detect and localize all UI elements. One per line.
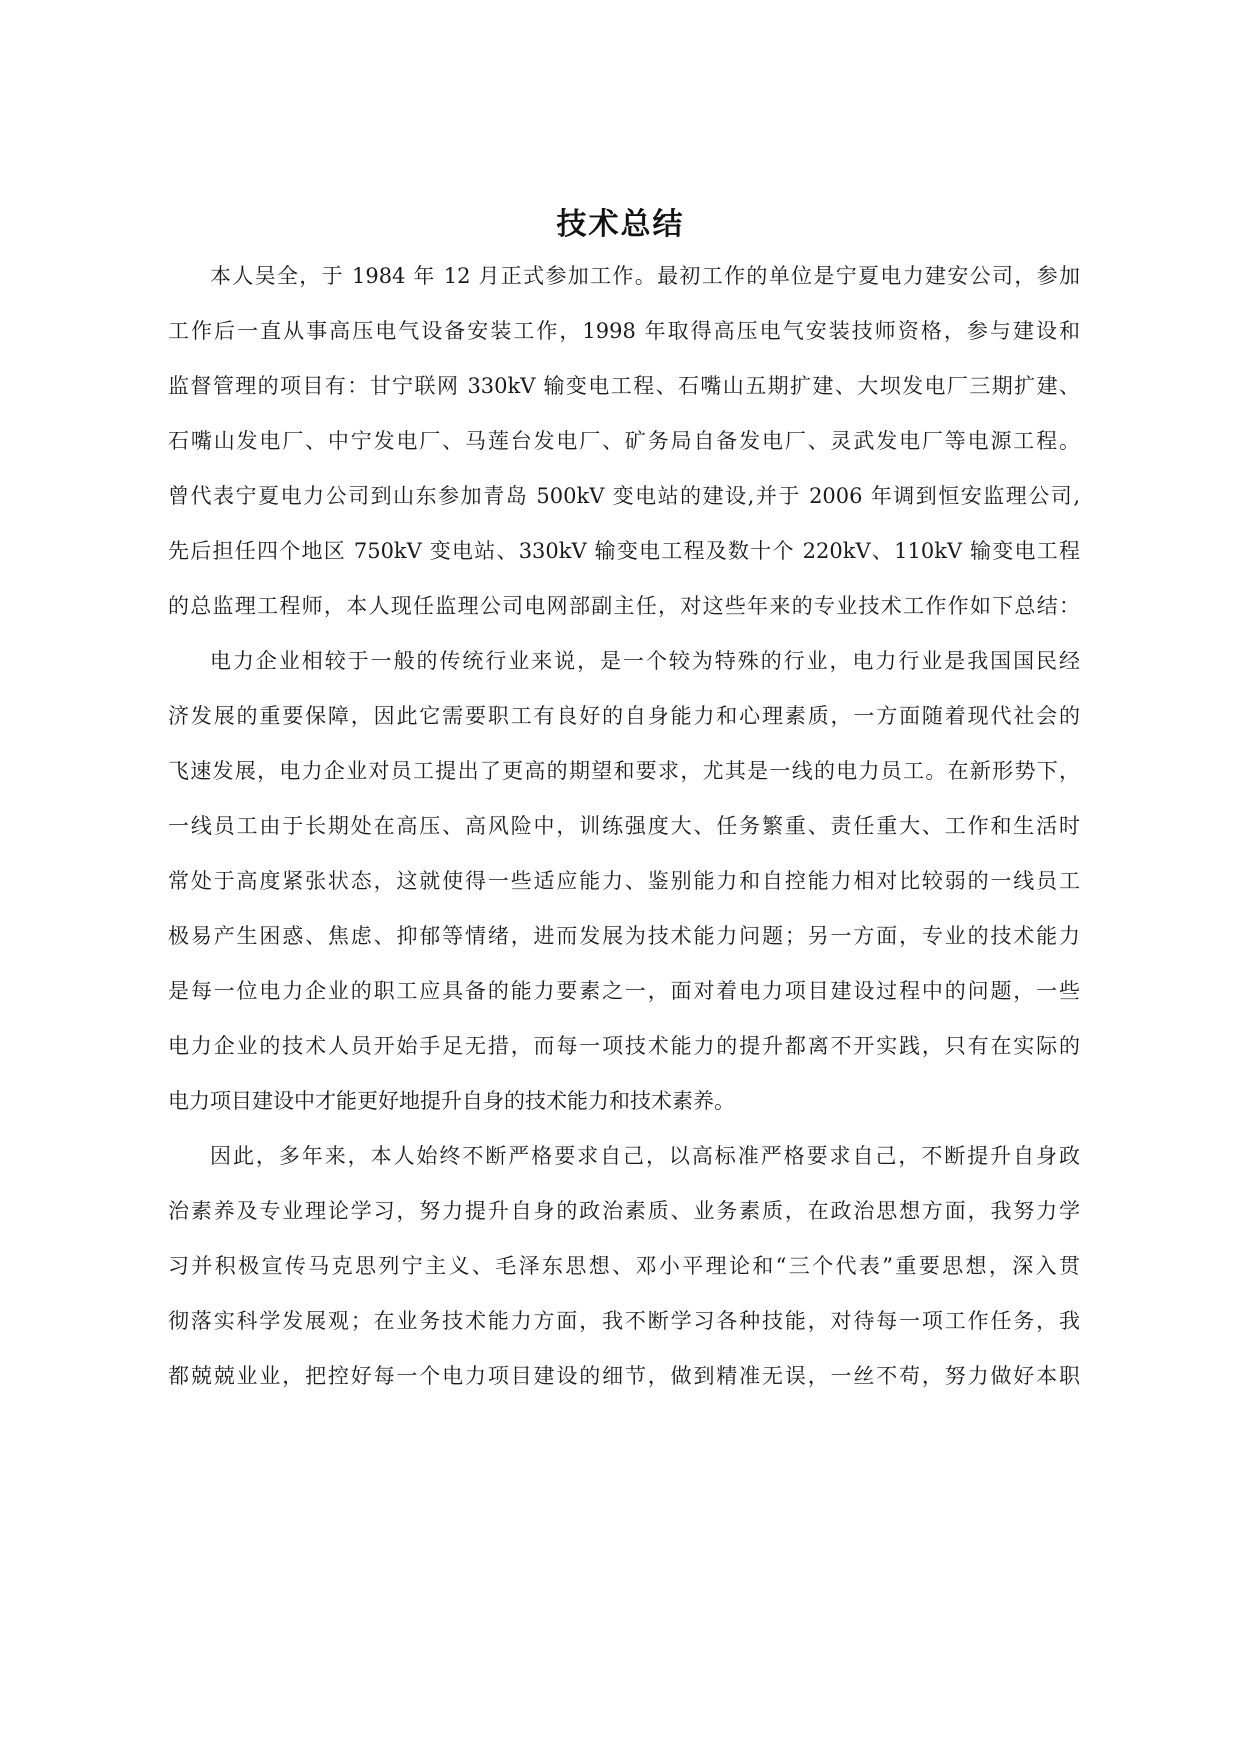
text-line: 电力项目建设中才能更好地提升自身的技术能力和技术素养。 <box>168 1089 735 1113</box>
text-line: 常处于高度紧张状态，这就使得一些适应能力、鉴别能力和自控能力相对比较弱的一线员工 <box>168 869 1080 893</box>
text-line: 治素养及专业理论学习，努力提升自身的政治素质、业务素质，在政治思想方面，我努力学 <box>168 1199 1080 1223</box>
text-line: 是每一位电力企业的职工应具备的能力要素之一，面对着电力项目建设过程中的问题，一些 <box>168 979 1080 1003</box>
text-line: 曾代表宁夏电力公司到山东参加青岛 500kV 变电站的建设,并于 2006 年调到恒安监理公司, <box>168 484 1080 508</box>
text-line: 石嘴山发电厂、中宁发电厂、马莲台发电厂、矿务局自备发电厂、灵武发电厂等电源工程。 <box>168 429 1080 453</box>
text-line: 电力企业的技术人员开始手足无措，而每一项技术能力的提升都离不开实践，只有在实际的 <box>168 1034 1080 1058</box>
text-line: 飞速发展，电力企业对员工提出了更高的期望和要求，尤其是一线的电力员工。在新形势下， <box>168 759 1080 783</box>
text-line: 因此，多年来，本人始终不断严格要求自己，以高标准严格要求自己，不断提升自身政 <box>210 1144 1080 1168</box>
text-line: 极易产生困惑、焦虑、抑郁等情绪，进而发展为技术能力问题；另一方面，专业的技术能力 <box>168 924 1080 948</box>
document-title: 技术总结 <box>556 207 685 242</box>
text-line: 一线员工由于长期处在高压、高风险中，训练强度大、任务繁重、责任重大、工作和生活时 <box>168 814 1080 838</box>
text-line: 济发展的重要保障，因此它需要职工有良好的自身能力和心理素质，一方面随着现代社会的 <box>168 704 1080 728</box>
text-line: 先后担任四个地区 750kV 变电站、330kV 输变电工程及数十个 220kV、110kV 输变电工程 <box>168 539 1080 563</box>
text-line: 监督管理的项目有：甘宁联网 330kV 输变电工程、石嘴山五期扩建、大坝发电厂三期扩建、 <box>168 374 1080 398</box>
text-line: 工作后一直从事高压电气设备安装工作，1998 年取得高压电气安装技师资格，参与建设和 <box>168 319 1080 343</box>
text-line: 的总监理工程师，本人现任监理公司电网部副主任，对这些年来的专业技术工作作如下总结： <box>168 594 1080 618</box>
text-line: 本人吴全，于 1984 年 12 月正式参加工作。最初工作的单位是宁夏电力建安公司，参加 <box>210 264 1080 288</box>
text-line: 电力企业相较于一般的传统行业来说，是一个较为特殊的行业，电力行业是我国国民经 <box>210 649 1080 673</box>
text-line: 彻落实科学发展观；在业务技术能力方面，我不断学习各种技能，对待每一项工作任务，我 <box>168 1309 1080 1333</box>
text-line: 都兢兢业业，把控好每一个电力项目建设的细节，做到精准无误，一丝不苟，努力做好本职 <box>168 1364 1080 1388</box>
text-line: 习并积极宣传马克思列宁主义、毛泽东思想、邓小平理论和“三个代表”重要思想，深入贯 <box>168 1254 1080 1278</box>
